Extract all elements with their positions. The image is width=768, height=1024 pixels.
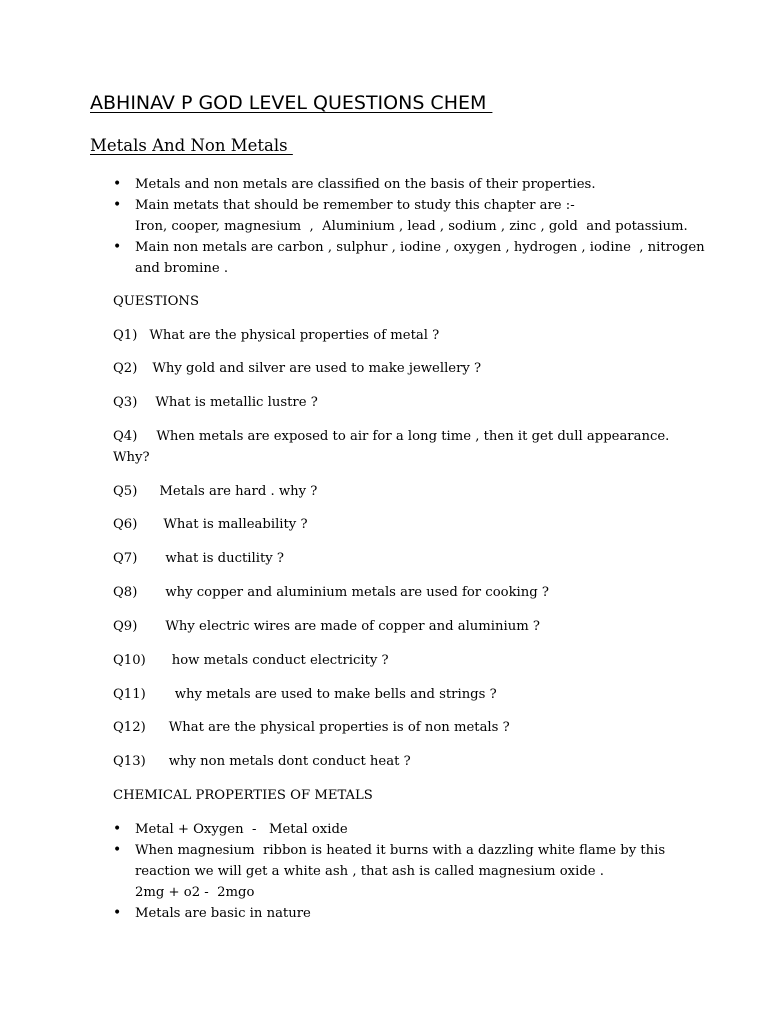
list-item-line: Iron, cooper, magnesium , Aluminium , lead , sodium , zinc , gold and potassium. [135,219,688,234]
list-item [113,174,713,195]
list-item-line: • Metals and non metals are classified on the basis of their properties. [135,177,596,192]
question-number: Q13) [113,754,146,769]
list-item [113,840,713,903]
question-item [113,650,673,671]
question-number: Q9) [113,619,138,634]
question-number: Q1) [113,328,138,343]
question-item [113,514,673,535]
question-text-continued: Why? [113,450,150,465]
questions-heading: QUESTIONS [113,294,199,309]
question-number: Q12) [113,720,146,735]
list-item-line: • Metal + Oxygen - Metal oxide [135,822,348,837]
question-item [113,325,673,346]
question-text: What are the physical properties is of non metals ? [168,720,510,735]
question-text: why non metals dont conduct heat ? [168,754,411,769]
question-number: Q4) [113,429,138,444]
intro-bullet-list [113,174,713,279]
question-item [113,392,673,413]
question-item [113,358,673,379]
question-item [113,481,673,502]
list-item [113,819,713,840]
question-item [113,548,673,569]
list-item [113,195,713,237]
question-text: What is malleability ? [163,517,308,532]
question-number: Q11) [113,687,146,702]
list-item [113,903,713,924]
question-number: Q5) [113,484,138,499]
question-item [113,751,673,772]
question-item [113,426,673,468]
chemical-properties-heading: CHEMICAL PROPERTIES OF METALS [113,788,373,803]
chemical-bullet-list [113,819,713,924]
list-item-line: • Main non metals are carbon , sulphur , iodine , oxygen , hydrogen , iodine , nitrogen [135,240,705,255]
question-number: Q6) [113,517,138,532]
document-title: ABHINAV P GOD LEVEL QUESTIONS CHEM [90,92,493,114]
question-text: What are the physical properties of metal ? [149,328,440,343]
question-text: what is ductility ? [165,551,284,566]
question-number: Q2) [113,361,138,376]
question-item [113,582,673,603]
question-number: Q10) [113,653,146,668]
question-text: why metals are used to make bells and strings ? [174,687,497,702]
question-text: how metals conduct electricity ? [171,653,389,668]
list-item-line: and bromine . [135,261,229,276]
section-title: Metals And Non Metals [90,136,293,155]
question-item [113,717,673,738]
question-number: Q7) [113,551,138,566]
list-item-line: reaction we will get a white ash , that ash is called magnesium oxide . [135,864,604,879]
list-item-line: • Metals are basic in nature [135,906,311,921]
list-item-line: • Main metats that should be remember to study this chapter are :- [135,198,575,213]
question-item [113,684,673,705]
question-text: What is metallic lustre ? [155,395,318,410]
list-item-line: 2mg + o2 - 2mgo [135,885,255,900]
question-number: Q3) [113,395,138,410]
question-text: Why electric wires are made of copper and aluminium ? [165,619,540,634]
question-text: why copper and aluminium metals are used for cooking ? [165,585,549,600]
question-text: Metals are hard . why ? [159,484,318,499]
question-text: When metals are exposed to air for a long time , then it get dull appearance. [156,429,670,444]
question-text: Why gold and silver are used to make jewellery ? [152,361,482,376]
question-item [113,616,673,637]
list-item-line: • When magnesium ribbon is heated it burns with a dazzling white flame by this [135,843,666,858]
list-item [113,237,713,279]
question-number: Q8) [113,585,138,600]
